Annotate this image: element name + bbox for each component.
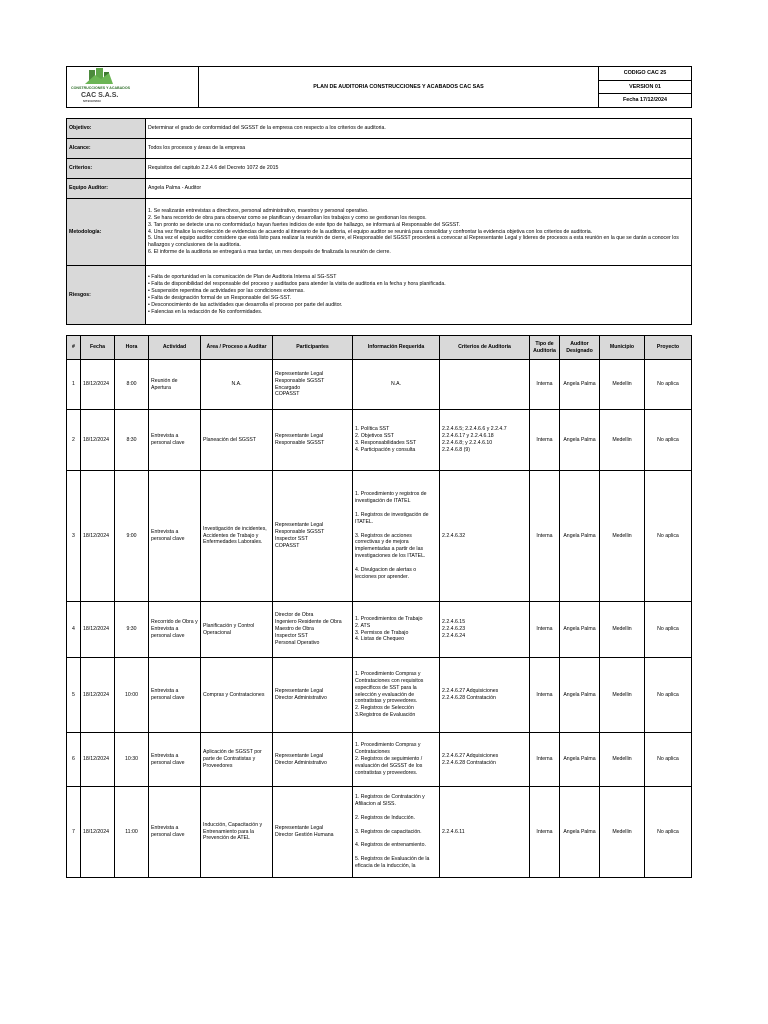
col-header-criterios: Criterios de Auditoria (440, 336, 530, 360)
row-auditor: Angela Palma (560, 787, 600, 878)
row-auditor: Angela Palma (560, 471, 600, 602)
row-fecha: 18/12/2024 (81, 360, 115, 410)
row-tipo: Interna (530, 410, 560, 471)
equipo-auditor-value: Angela Palma - Auditor (146, 179, 692, 199)
row-municipio: Medellin (600, 787, 645, 878)
row-participantes: Representante Legal Director Administrativo (273, 733, 353, 787)
table-row (67, 787, 692, 878)
table-row (67, 410, 692, 471)
col-header-municipio: Municipio (600, 336, 645, 360)
row-number: 2 (67, 410, 81, 471)
row-fecha: 18/12/2024 (81, 471, 115, 602)
row-criterios: 2.2.4.6.32 (440, 471, 530, 602)
row-auditor: Angela Palma (560, 658, 600, 733)
row-participantes: Representante Legal Responsable SGSST Encargado COPASST (273, 360, 353, 410)
row-number: 4 (67, 602, 81, 658)
row-tipo: Interna (530, 658, 560, 733)
row-participantes: Representante Legal Responsable SGSST (273, 410, 353, 471)
row-actividad: Entrevista a personal clave (149, 733, 201, 787)
row-hora: 11:00 (115, 787, 149, 878)
schedule-header-row (67, 336, 692, 360)
row-hora: 9:30 (115, 602, 149, 658)
riesgos-value: • Falta de oportunidad en la comunicación de Plan de Auditoria Interna al SG-SST • Falta de disponibilidad del responsable del proceso y auditados para atender la visita de auditoria en la fecha y hora planificada. • Suspensión repentina de actividades por las condiciones externas. • Falta de designación formal de un Responsable del SG-SST. • Desconocimiento de las actividades que desarrolla el proceso por parte del auditor. • Falencias en la redacción de No conformidades. (146, 266, 692, 325)
col-header-hora: Hora (115, 336, 149, 360)
row-hora: 9:00 (115, 471, 149, 602)
document-version: VERSION 01 (599, 80, 692, 94)
row-hora: 10:30 (115, 733, 149, 787)
row-informacion: 1. Política SST 2. Objetivos SST 3. Responsabilidades SST 4. Participación y consulta (353, 410, 440, 471)
table-row (67, 602, 692, 658)
row-auditor: Angela Palma (560, 410, 600, 471)
document-date: Fecha 17/12/2024 (599, 94, 692, 108)
row-hora: 8:30 (115, 410, 149, 471)
criterios-value: Requisitos del capitulo 2.2.4.6 del Decreto 1072 de 2015 (146, 159, 692, 179)
riesgos-label: Riesgos: (67, 266, 146, 325)
row-area: Inducción, Capacitación y Entrenamiento para la Prevención de ATEL (201, 787, 273, 878)
row-area: Investigación de incidentes, Accidentes de Trabajo y Enfermedades Laborales. (201, 471, 273, 602)
row-municipio: Medellin (600, 658, 645, 733)
row-hora: 10:00 (115, 658, 149, 733)
row-area: Compras y Contrataciones (201, 658, 273, 733)
row-tipo: Interna (530, 787, 560, 878)
row-number: 6 (67, 733, 81, 787)
row-fecha: 18/12/2024 (81, 602, 115, 658)
company-logo (67, 67, 199, 108)
row-municipio: Medellin (600, 471, 645, 602)
row-area: Planeación del SGSST (201, 410, 273, 471)
row-tipo: Interna (530, 602, 560, 658)
row-municipio: Medellin (600, 602, 645, 658)
row-informacion: 1. Procedimiento Compras y Contrataciones con requisitos especificos de SST para la selección y evaluación de contratistas y proveedores. 2. Registros de Selección 3.Registros de Evaluación (353, 658, 440, 733)
row-criterios: 2.2.4.6.11 (440, 787, 530, 878)
col-header-auditor: Auditor Designado (560, 336, 600, 360)
row-proyecto: No aplica (645, 733, 692, 787)
table-row (67, 658, 692, 733)
row-fecha: 18/12/2024 (81, 410, 115, 471)
row-municipio: Medellin (600, 410, 645, 471)
row-tipo: Interna (530, 471, 560, 602)
row-area: Planificación y Control Operacional (201, 602, 273, 658)
row-informacion: 1. Procedimiento Compras y Contrataciones 2. Registros de seguimiento / evaluación del SGSST de los contratistas y proveedores. (353, 733, 440, 787)
metodologia-value: 1. Se realizarán entrevistas a directivos, personal administrativo, maestros y personal operativo. 2. Se hara recorrido de obra para observar como se planifican y desarrollan los trabajos y como se gestionan los riesgos. 3. Tan pronto se detecte una no conformidad,o hayan fuertes indicios de este tipo de hallazgo, se informará al Responsable del SGSST. 4. Una vez finalice la recolección de evidencias de acuerdo al itinerario de la auditoria, el equipo auditor se reunirá para consolidar y confrontar la evidencia objetiva con los criterios de auditoria. 5. Una vez el equipo auditor considere que está listo para realizar la reunión de cierre, el Responsable del SGSST procederá a convocar al Representante Legal y lideres de procesos a esta reunión en la que se darán a conocer los hallazgos y conclusiones de la auditoria. 6. El informe de la auditoria se entregará a mas tardar, un mes después de finalizada la reunión de cierre. (146, 199, 692, 266)
alcance-value: Todos los procesos y áreas de la empresa (146, 139, 692, 159)
row-hora: 8:00 (115, 360, 149, 410)
row-criterios: 2.2.4.6.27 Adquisiciones 2.2.4.6.28 Contratación (440, 733, 530, 787)
row-auditor: Angela Palma (560, 360, 600, 410)
objetivo-label: Objetivo: (67, 119, 146, 139)
col-header-proyecto: Proyecto (645, 336, 692, 360)
row-proyecto: No aplica (645, 602, 692, 658)
logo-nit: NIT:901972643 (83, 100, 101, 103)
row-informacion: 1. Registros de Contratación y Afiliacion al SISS. 2. Registros de Inducción. 3. Registros de capacitación. 4. Registros de entrenamiento. 5. Registros de Evaluación de la eficacia de la inducción, la (353, 787, 440, 878)
criterios-label: Criterios: (67, 159, 146, 179)
row-fecha: 18/12/2024 (81, 658, 115, 733)
table-row (67, 733, 692, 787)
row-participantes: Representante Legal Director Administrativo (273, 658, 353, 733)
logo-text: CONSTRUCCIONES Y ACABADOS (71, 86, 131, 90)
row-fecha: 18/12/2024 (81, 733, 115, 787)
metodologia-label: Metodología: (67, 199, 146, 266)
row-proyecto: No aplica (645, 410, 692, 471)
row-actividad: Entrevista a personal clave (149, 471, 201, 602)
audit-schedule-table (66, 335, 692, 878)
row-auditor: Angela Palma (560, 733, 600, 787)
document-title: PLAN DE AUDITORIA CONSTRUCCIONES Y ACABADOS CAC SAS (199, 67, 599, 108)
row-criterios (440, 360, 530, 410)
logo-graphic (67, 67, 199, 105)
col-header-fecha: Fecha (81, 336, 115, 360)
document-header (66, 66, 692, 108)
row-municipio: Medellin (600, 733, 645, 787)
row-actividad: Entrevista a personal clave (149, 658, 201, 733)
row-actividad: Entrevista a personal clave (149, 410, 201, 471)
row-proyecto: No aplica (645, 360, 692, 410)
table-row (67, 471, 692, 602)
row-area: Aplicación de SGSST por parte de Contratistas y Proveedores (201, 733, 273, 787)
alcance-label: Alcance: (67, 139, 146, 159)
table-row (67, 360, 692, 410)
col-header-number: # (67, 336, 81, 360)
row-number: 1 (67, 360, 81, 410)
col-header-informacion: Información Requerida (353, 336, 440, 360)
row-tipo: Interna (530, 733, 560, 787)
row-participantes: Representante Legal Responsable SGSST Inspector SST COPASST (273, 471, 353, 602)
audit-info-table (66, 118, 692, 325)
audit-plan-sheet (66, 66, 691, 878)
row-proyecto: No aplica (645, 787, 692, 878)
col-header-participantes: Participantes (273, 336, 353, 360)
col-header-tipo: Tipo de Auditoria (530, 336, 560, 360)
row-proyecto: No aplica (645, 471, 692, 602)
row-number: 3 (67, 471, 81, 602)
equipo-auditor-label: Equipo Auditor: (67, 179, 146, 199)
row-fecha: 18/12/2024 (81, 787, 115, 878)
row-criterios: 2.2.4.6.5; 2.2.4.6.6 y 2.2.4.7 2.2.4.6.17 y 2.2.4.6.18 2.2.4.6.8; y 2.2.4.6.10 2.2.4.6.8 (9) (440, 410, 530, 471)
row-criterios: 2.2.4.6.27 Adquisiciones 2.2.4.6.28 Contratación (440, 658, 530, 733)
logo-brand: CAC S.A.S. (81, 92, 119, 99)
row-municipio: Medellin (600, 360, 645, 410)
row-proyecto: No aplica (645, 658, 692, 733)
row-participantes: Representante Legal Director Gestión Humana (273, 787, 353, 878)
document-code: CODIGO CAC 25 (599, 67, 692, 81)
row-actividad: Reunión de Apertura (149, 360, 201, 410)
row-informacion: N.A. (353, 360, 440, 410)
row-number: 7 (67, 787, 81, 878)
objetivo-value: Determinar el grado de conformidad del SGSST de la empresa con respecto a los criterios de auditoria. (146, 119, 692, 139)
row-informacion: 1. Procedimiento y registros de investigación de ITATEL 1. Registros de investigación de ITATEL. 3. Registros de acciones correctivas y de mejora implementadas a partir de las investigaciones de los ITATEL. 4. Divulgacion de alertas o lecciones por aprender. (353, 471, 440, 602)
col-header-area: Área / Proceso a Auditar (201, 336, 273, 360)
row-criterios: 2.2.4.6.15 2.2.4.6.23 2.2.4.6.24 (440, 602, 530, 658)
row-actividad: Entrevista a personal clave (149, 787, 201, 878)
row-area: N.A. (201, 360, 273, 410)
row-tipo: Interna (530, 360, 560, 410)
col-header-actividad: Actividad (149, 336, 201, 360)
row-actividad: Recorrido de Obra y Entrevista a personal clave (149, 602, 201, 658)
row-number: 5 (67, 658, 81, 733)
row-informacion: 1. Procedimientos de Trabajo 2. ATS 3. Permisos de Trabajo 4. Listas de Chequeo (353, 602, 440, 658)
row-auditor: Angela Palma (560, 602, 600, 658)
row-participantes: Director de Obra Ingeniero Residente de Obra Maestro de Obra Inspector SST Personal Operativo (273, 602, 353, 658)
